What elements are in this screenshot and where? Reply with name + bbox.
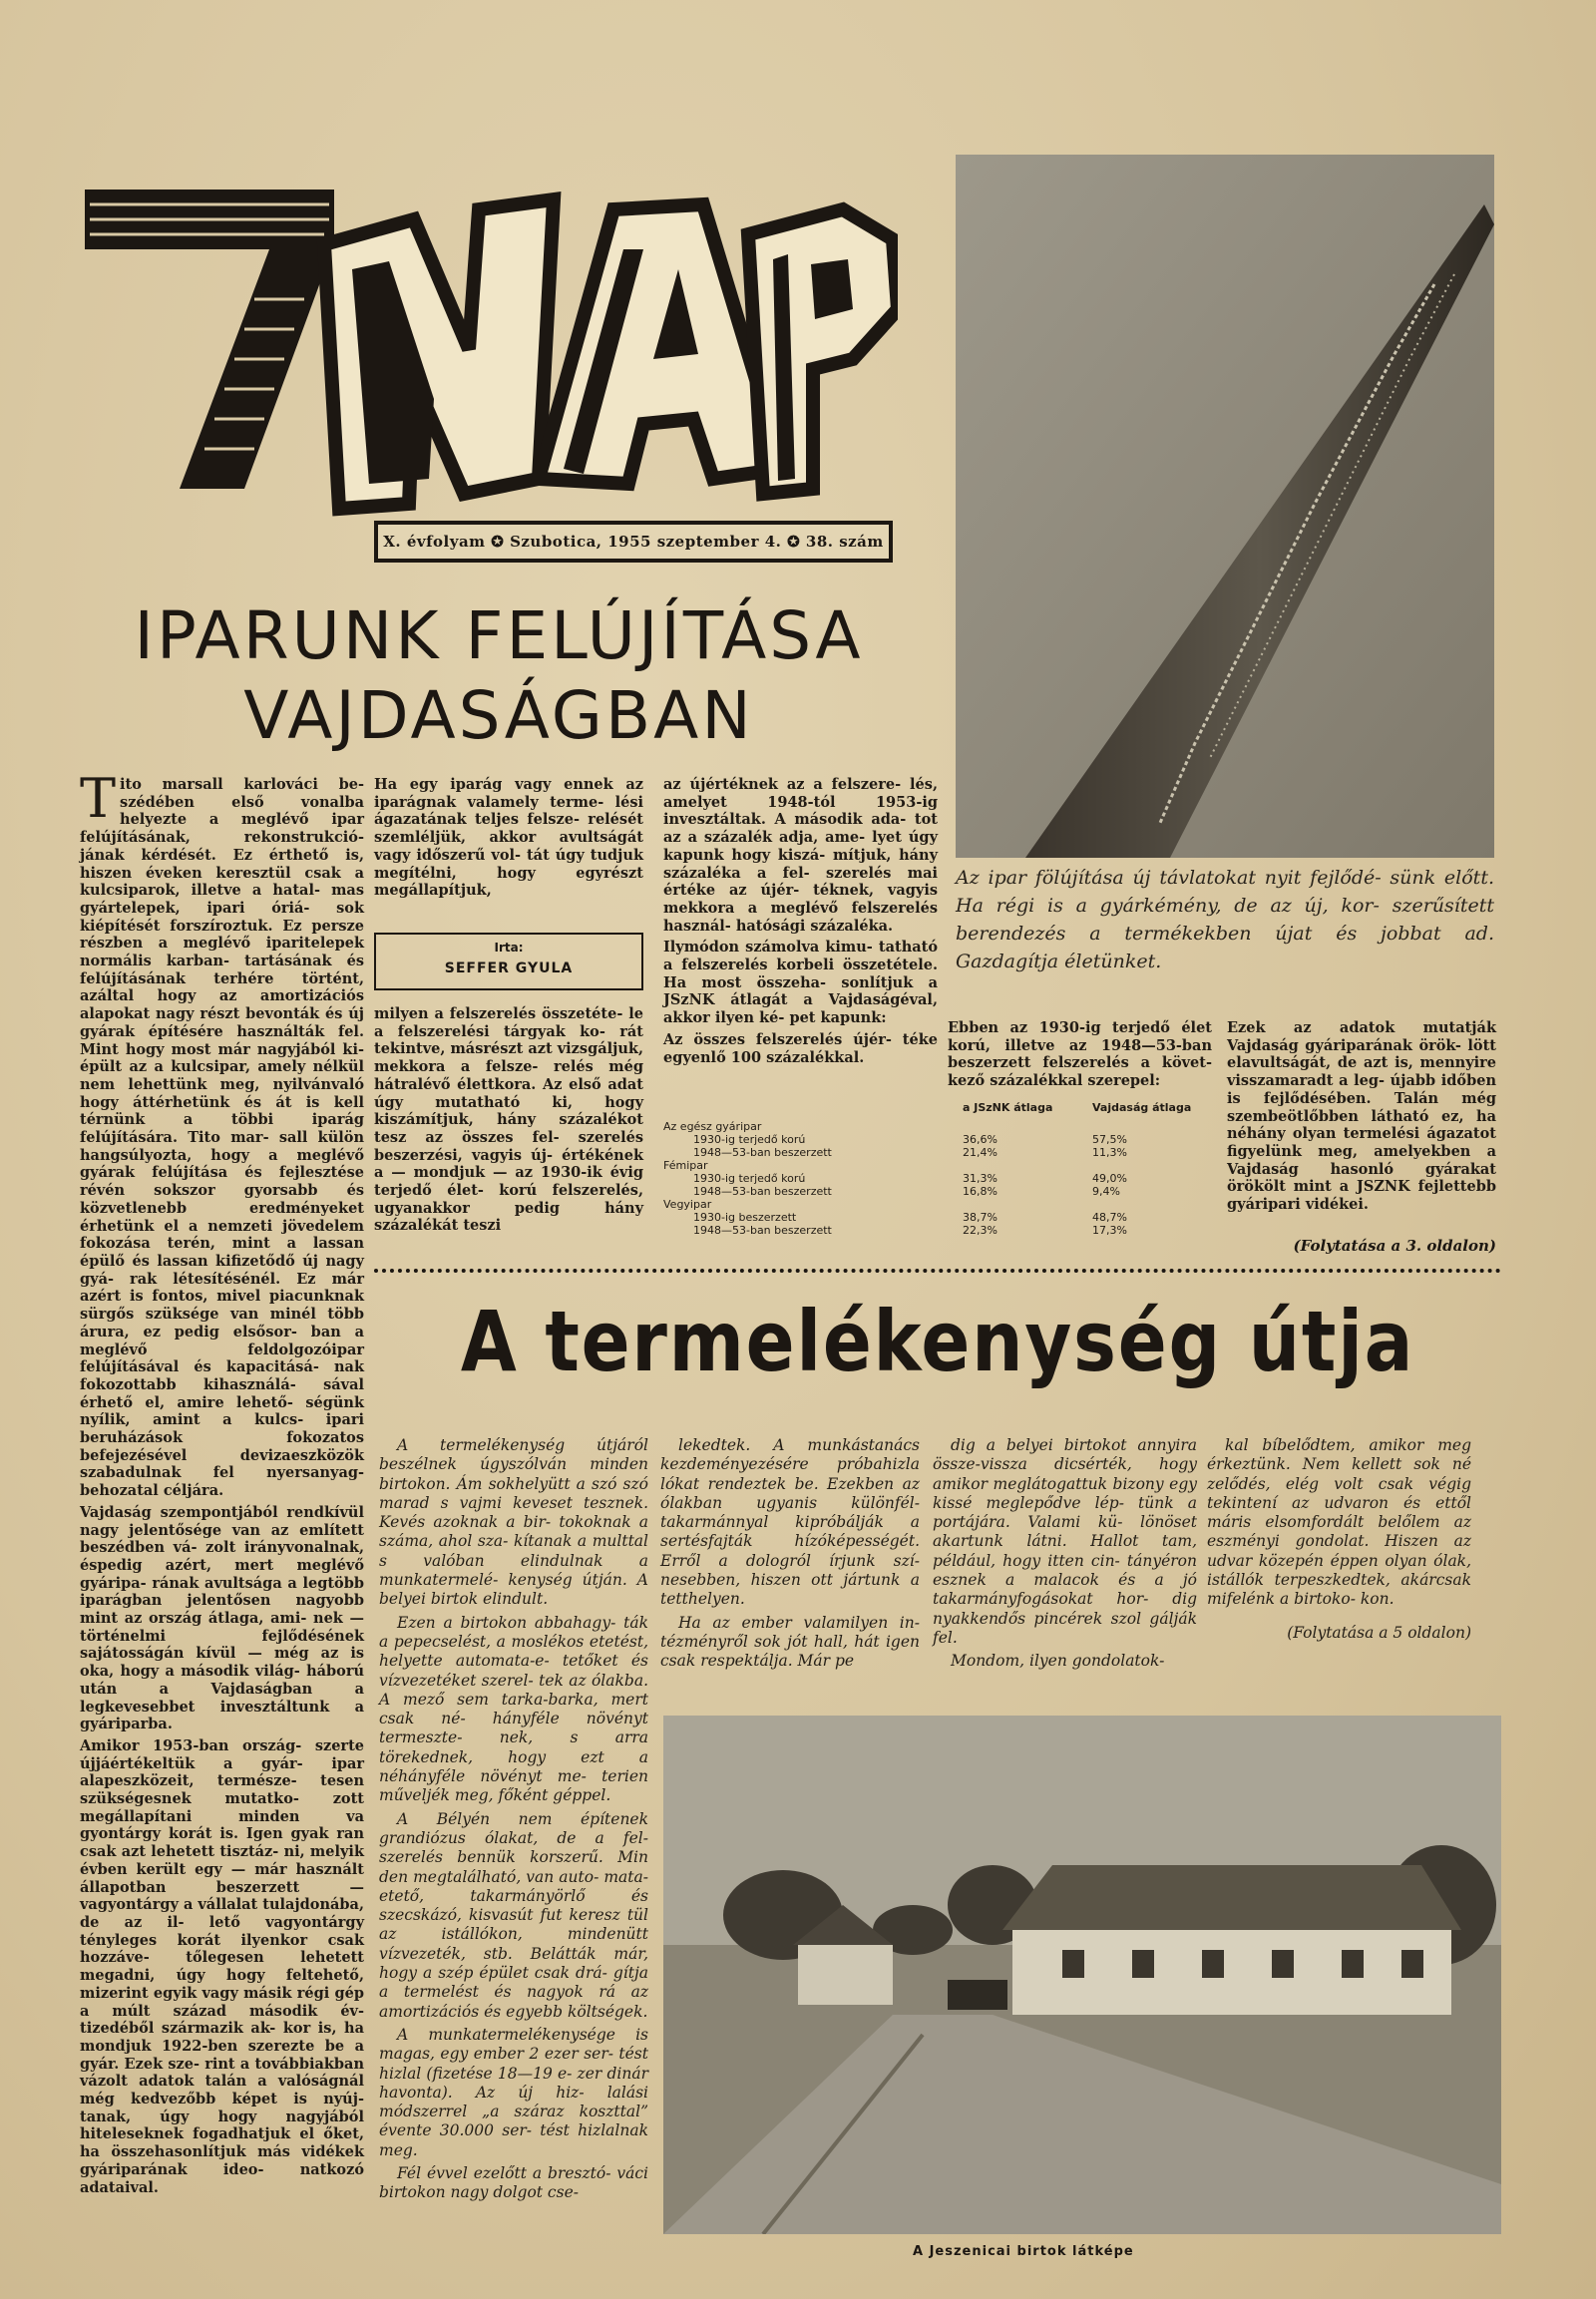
table-row: [663, 1159, 1222, 1172]
issue-line: X. évfolyam ✪ Szubotica, 1955 szeptember 4. ✪ 38. szám: [374, 521, 893, 563]
article1-col3-p1: az újértéknek az a felszere- lés, amelyet 1948-tól 1953-ig invesztáltak. A második ada- tot az a százalék adja, ame- lyet úgy kapunk hogy kiszá- mítjuk, hány százaléka a fel- szerelés mai értéke az újér- téknek, vagyis mekkora a meglévő felszerelés használ- hatósági százaléka.: [663, 776, 938, 935]
table-cell: [963, 1198, 1092, 1211]
table-row: [663, 1133, 1222, 1146]
table-cell: 57,5%: [1092, 1133, 1127, 1146]
article2-column2: [660, 1436, 920, 1676]
table-cell: 1948—53-ban beszerzett: [693, 1224, 832, 1237]
article1-column4: Ebben az 1930-ig terjedő élet korú, illetve az 1948—53-ban beszerzett felszerelés a követ- kező százalékkal szerepel:: [948, 1019, 1212, 1090]
statistics-table: [663, 1101, 1222, 1237]
article2-continued-note: (Folytatása a 5 oldalon): [1287, 1623, 1471, 1642]
article1-paragraph: [80, 767, 364, 1500]
article1-col3-p3: Az összes felszerelés újér- téke egyenlő 100 százalékkal.: [663, 1030, 938, 1066]
article1-col3-p2: Ilymódon számolva kimu- tatható a felszerelés korbeli összetétele. Ha most összeha- sonlítjuk a JSzNK átlagát a Vajdaságéval, akkor ilyen ké- pet kapunk:: [663, 939, 938, 1027]
article2-col2-p1: lekedtek. A munkástanács kezdeményezésére próbahizla lókat rendeztek be. Ezekben az ólakban ugyanis különfél- takarmánnyal kipróbálják a sertésfajták hízóképességét. Erről a dologról írjunk szí- nesebben, hiszen ott jártunk a tetthelyen.: [660, 1436, 920, 1609]
table-cell: 49,0%: [1092, 1172, 1127, 1185]
article2-col1-p4: A munkatermelékenysége is magas, egy ember 2 ezer ser- tést hizlal (fizetése 18—19 e- zer dinár havonta). Az új hiz- lalási módszerrel „a száraz koszttal” évente 30.000 ser- tést hizlalnak meg.: [379, 2025, 648, 2159]
article1-column2-bottom: milyen a felszerelés összetéte- le a felszerelési tárgyak ko- rát tekintve, másrészt azt vizsgáljuk, mekkora a felsze- relés még hátralévő élettkora. Az első adat úgy mutatható ki, hogy kiszámítjuk, hány százalékot tesz az összes fel- szerelés beszerzési, vagyis új- értékének a — mondjuk — az 1930-ik évig terjedő élet- korú felszerelés, ugyanakkor pedig hány százalékát teszi: [374, 1005, 644, 1235]
table-cell: [1092, 1159, 1222, 1172]
table-cell: 1948—53-ban beszerzett: [693, 1185, 832, 1198]
article1-col1-p2: Vajdaság szempontjából rendkívül nagy jelentősége van az említett beszédben vá- zolt irányvonalnak, éspedig azért, mert meglévő gyáripa- rának avultsága a legtöbb iparágban jelentősen nagyobb mint az ország átlaga, ami- nek — történelmi fejlődésének sajátosságán kívül — még az is oka, hogy a második világ- háború után a Vajdaságban a legkevesebbet invesztáltunk a gyáriparba.: [80, 1503, 364, 1733]
table-cell: 1930-ig terjedő korú: [693, 1172, 806, 1185]
article2-column3: [933, 1436, 1197, 1676]
table-cell: Az egész gyáripar: [663, 1120, 762, 1133]
chimney-photo-image: [956, 155, 1494, 858]
article2-col1-p2: Ezen a birtokon abbahagy- ták a pepecselést, a moslékos etetést, helyette automata-e- tetőket és vízvezetéket szerel- tek az ólakba. A mező sem tarka-barka, mert csak né- hányféle növényt termeszte- nek, s arra törekednek, hogy ezt a néhányféle növényt me- terien műveljék meg, főként géppel.: [379, 1613, 648, 1805]
table-cell: 1948—53-ban beszerzett: [693, 1146, 832, 1159]
article2-col4-p1: kal bíbelődtem, amikor meg érkeztünk. Nem kellett sok né zelődés, elég volt csak végig tekintení az udvaron és ettől máris elsomfordált belőlem az eszményi gondolat. Hiszen az udvar közepén éppen olyan ólak, istállók terpeszkedtek, akárcsak mifelénk a birtoko- kon.: [1207, 1436, 1471, 1609]
table-cell: 9,4%: [1092, 1185, 1120, 1198]
table-cell: 1930-ig terjedő korú: [693, 1133, 806, 1146]
table-cell: 36,6%: [963, 1133, 998, 1146]
table-cell: 38,7%: [963, 1211, 998, 1224]
article2-column4: [1207, 1436, 1471, 1647]
masthead-logo: [85, 150, 898, 569]
table-cell: 11,3%: [1092, 1146, 1127, 1159]
article1-col1-p3: Amikor 1953-ban ország- szerte újjáértékeltük a gyár- ipar alapeszközeit, természe- tesen szükségesnek mutatko- zott megállapítani minden va gyontárgy korát is. Igen gyak ran csak azt lehetett tisztáz- ni, melyik évben került egy — már használt állapotban beszerzett — vagyontárgy a vállalat tulajdonába, de az il- lető vagyontárgy tényleges korát ilyenkor csak hozzáve- tőlegesen lehetett megadni, úgy hogy feltehető, mizerint egyik vagy másik régi gép a múlt század második év- tizedéből származik ak- kor is, ha mondjuk 1922-ben szerezte be a gyár. Ezek sze- rint a továbbiakban vázolt adatok talán a valóságnál még kedvezőbb képet is nyúj- tanak, úgy hogy nagyjából hiteleseknek fogadhatjuk el őket, ha összehasonlítjuk más vidékek gyáriparának ideo- natkozó adataival.: [80, 1736, 364, 2196]
table-row: [663, 1172, 1222, 1185]
article2-col1-p1: A termelékenység útjáról beszélnek úgyszólván minden birtokon. Ám sokhelyütt a szó szó marad s vajmi keveset tesznek. Kevés azoknak a bir- tokoknak a száma, ahol sza- kítanak a multtal s valóban elindulnak a munkatermelé- kenység útján. A belyei birtok elindult.: [379, 1436, 648, 1609]
farm-photo-image: [663, 1716, 1501, 2234]
author-name: SEFFER GYULA: [444, 960, 574, 976]
farm-photo-caption: A Jeszenicai birtok látképe: [913, 2244, 1134, 2259]
table-row: [663, 1185, 1222, 1198]
table-cell: [963, 1159, 1092, 1172]
table-cell: [1092, 1120, 1222, 1133]
table-header-cell: Vajdaság átlaga: [1092, 1101, 1192, 1114]
table-cell: Fémipar: [663, 1159, 708, 1172]
table-header-cell: [663, 1101, 963, 1114]
article2-column1: [379, 1436, 648, 2207]
table-cell: 22,3%: [963, 1224, 998, 1237]
table-cell: 16,8%: [963, 1185, 998, 1198]
farm-photo: [663, 1716, 1501, 2234]
article2-col2-p2: Ha az ember valamilyen in- tézményről sok jót hall, hát igen csak respektálja. Már pe: [660, 1613, 920, 1671]
dotted-divider: [374, 1269, 1501, 1275]
table-cell: [963, 1120, 1092, 1133]
author-label: Irta:: [494, 941, 524, 955]
article1-col1-p1: ito marsall karlováci be- szédében első vonalba helyezte a meglévő ipar felújításának, rekonstrukció- jának kérdését. Ez érthető is, hiszen éveken keresztül csak a kulcsiparok, illetve a hatal- mas gyártelepek, ipari óriá- sok kiépítését forszíroztuk. Ez persze részben a meglévő iparitelepek normális karban- tartásának és felújításának terhére történt, azáltal hogy az amortizációs alapokat nagy részt bevonták és új gyárak építésére használták fel. Mint hogy most már nagyjából ki- épült az a kulcsipar, amely nélkül nem lehettünk meg, nyilvánvaló hogy áttérhetünk és át is kell térnünk a többi iparág felújítására. Tito mar- sall külön hangsúlyozta, hogy a meglévő gyárak felújítása és fejlesztése révén sokszor gyorsabb és közvetlenebb eredményeket érhetünk el a nemzeti jövedelem fokozása terén, mint a lassan épülő és lassan kifizetődő új nagy gyá- rak létesítésénél. Ez már azért is fontos, mivel piacunknak sürgős szüksége van minél több árura, ez pedig elsősor- ban a meglévő feldolgozóipar felújításával és kapacitásá- nak fokozottabb kihasználá- sával érhető el, amire lehető- ségünk nyílik, amint a kulcs- ipari beruházások fokozatos befejezésével devizaeszközök szabadulnak fel nyersanyag- behozatal céljára.: [80, 776, 364, 1500]
table-cell: 31,3%: [963, 1172, 998, 1185]
table-cell: 48,7%: [1092, 1211, 1127, 1224]
author-box: [374, 933, 643, 990]
article1-column2-top: Ha egy iparág vagy ennek az iparágnak valamely terme- lési ágazatának teljes felsze- relését szemléljük, akkor avultságát vagy időszerű vol- tát úgy tudjuk megítélni, hogy egyrészt megállapítjuk,: [374, 776, 643, 900]
table-header: [663, 1101, 1222, 1114]
article1-column1: [80, 767, 364, 2200]
chimney-photo-caption: Az ipar fölújítása új távlatokat nyit fejlődé- sünk előtt. Ha régi is a gyárkémény, de az új, kor- szerűsített berendezés a termékekben újat és jobbat ad. Gazdagítja életünket.: [956, 867, 1494, 972]
table-row: [663, 1198, 1222, 1211]
table-row: [663, 1146, 1222, 1159]
article1-column5: Ezek az adatok mutatják Vajdaság gyáriparának örök- lött elavultságát, de azt is, mennyire visszamaradt a leg- újabb időben is fejlődésében. Talán még szembeötlőbben látható ez, ha néhány olyan termelési ágazatot figyelünk meg, amelyekben a Vajdaság hasonló gyárakat örökölt mint a JSZNK fejlettebb gyáripari vidékei.: [1227, 1019, 1496, 1214]
second-headline: A termelékenység útja: [460, 1293, 1415, 1390]
chimney-photo: [956, 155, 1494, 858]
table-cell: 21,4%: [963, 1146, 998, 1159]
article2-col3-p1: dig a belyei birtokot annyira össze-vissza dicsérték, hogy amikor meglátogattuk bizony egy kissé meglepődve lép- tünk a portájára. Valami kü- lönöset akartunk látni. Hallot tam, például, hogy itten cin- tányéron esznek a malacok és a jó takarmányfogásokat hor- dig nyakkendős pincérek szol gálják fel.: [933, 1436, 1197, 1647]
table-header-cell: a JSzNK átlaga: [963, 1101, 1053, 1114]
table-row: [663, 1120, 1222, 1133]
main-headline: [70, 596, 928, 756]
article2-col3-p2: Mondom, ilyen gondolatok-: [951, 1652, 1165, 1671]
article2-col1-p3: A Bélyén nem építenek grandiózus ólakat, de a fel- szerelés bennük korszerű. Min den megtalálható, van auto- mata-etető, takarmányörlő és szecskázó, kisvasút fut keresz tül az istállókon, mindenütt vízvezeték, stb. Belátták már, hogy a szép épület csak drá- gítja a termelést és nagyok rá az amortizációs és egyebb költségek.: [379, 1809, 648, 2021]
dropcap-T: T: [80, 767, 117, 830]
article1-column3: [663, 776, 938, 1070]
table-cell: Vegyipar: [663, 1198, 712, 1211]
main-headline-line2: VAJDASÁGBAN: [243, 677, 754, 754]
main-headline-line1: IPARUNK FELÚJÍTÁSA: [134, 597, 864, 674]
table-row: [663, 1211, 1222, 1224]
table-cell: [1092, 1198, 1222, 1211]
article1-continued-note: (Folytatása a 3. oldalon): [1293, 1237, 1496, 1255]
table-row: [663, 1224, 1222, 1237]
logo-7-nap-graphic: [85, 150, 898, 569]
table-cell: 17,3%: [1092, 1224, 1127, 1237]
table-cell: 1930-ig beszerzett: [693, 1211, 797, 1224]
article2-col1-p5: Fél évvel ezelőtt a bresztó- váci birtokon nagy dolgot cse-: [379, 2163, 648, 2202]
